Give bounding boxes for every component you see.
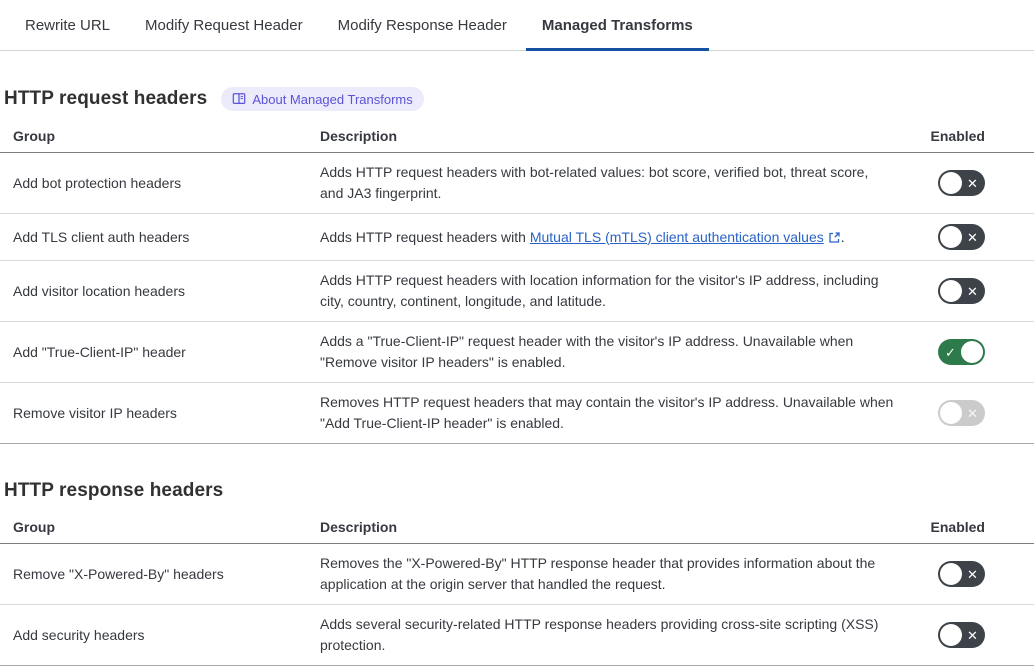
table-row — [0, 544, 1034, 605]
enabled-cell — [905, 400, 1034, 426]
request-headers-section — [0, 87, 1034, 444]
toggle-off[interactable] — [938, 170, 985, 196]
response-headers-table — [0, 515, 1034, 666]
toggle-off[interactable] — [938, 278, 985, 304]
tab-modify-response-header[interactable]: Modify Response Header — [337, 16, 507, 34]
description-cell: Adds HTTP request headers with bot-related values: bot score, verified bot, threat score, and JA3 fingerprint. — [320, 164, 869, 201]
mtls-doc-link[interactable]: Mutual TLS (mTLS) client authentication values — [529, 228, 824, 245]
toggle-disabled — [938, 400, 985, 426]
group-cell — [0, 175, 320, 191]
toggle-state-icon: ✕ — [967, 175, 978, 191]
column-header-enabled: Enabled — [930, 519, 985, 535]
toggle-state-icon: ✕ — [967, 405, 978, 421]
table-header-row — [0, 124, 1034, 153]
toggle-knob — [940, 402, 962, 424]
toggle-state-icon: ✓ — [945, 344, 956, 360]
enabled-cell — [905, 339, 1034, 365]
tab-managed-transforms[interactable]: Managed Transforms — [526, 0, 709, 50]
group-label: Add TLS client auth headers — [13, 229, 190, 245]
request-headers-title: HTTP request headers — [4, 88, 208, 109]
group-cell — [0, 229, 320, 245]
group-label: Add bot protection headers — [13, 175, 182, 191]
table-header-row — [0, 515, 1034, 544]
group-cell — [0, 405, 320, 421]
description-cell: Removes HTTP request headers that may contain the visitor's IP address. Unavailable when "Add True-Client-IP header" is enabled. — [320, 394, 894, 431]
enabled-cell — [905, 224, 1034, 250]
toggle-state-icon: ✕ — [967, 566, 978, 582]
group-cell — [0, 627, 320, 643]
toggle-state-icon: ✕ — [967, 229, 978, 245]
enabled-cell — [905, 622, 1034, 648]
toggle-off[interactable] — [938, 622, 985, 648]
column-header-group: Group — [13, 519, 55, 535]
group-label: Remove visitor IP headers — [13, 405, 177, 421]
toggle-state-icon: ✕ — [967, 627, 978, 643]
toggle-off[interactable] — [938, 561, 985, 587]
group-cell — [0, 566, 320, 582]
table-row — [0, 261, 1034, 322]
toggle-on[interactable] — [938, 339, 985, 365]
toggle-knob — [940, 624, 962, 646]
about-managed-transforms-link[interactable] — [221, 87, 423, 111]
group-cell — [0, 283, 320, 299]
book-icon — [232, 92, 246, 106]
group-label: Add security headers — [13, 627, 145, 643]
toggle-state-icon: ✕ — [967, 283, 978, 299]
table-row — [0, 383, 1034, 444]
toggle-knob — [940, 280, 962, 302]
column-header-description: Description — [320, 128, 398, 144]
response-headers-title: HTTP response headers — [4, 480, 224, 501]
group-label: Add "True-Client-IP" header — [13, 344, 186, 360]
description-cell: Adds HTTP request headers with location information for the visitor's IP address, including city, country, continent, longitude, and latitude. — [320, 272, 879, 309]
enabled-cell — [905, 561, 1034, 587]
table-row — [0, 605, 1034, 666]
toggle-off[interactable] — [938, 224, 985, 250]
column-header-description: Description — [320, 519, 398, 535]
response-headers-section — [0, 480, 1034, 666]
description-cell: Adds HTTP request headers with Mutual TLS (mTLS) client authentication values . — [320, 228, 845, 245]
tab-rewrite-url[interactable]: Rewrite URL — [25, 16, 111, 34]
tab-bar — [0, 0, 1034, 51]
enabled-cell — [905, 278, 1034, 304]
request-headers-table — [0, 124, 1034, 444]
column-header-enabled: Enabled — [930, 128, 985, 144]
toggle-knob — [940, 172, 962, 194]
table-row — [0, 322, 1034, 383]
external-link-icon — [828, 231, 841, 244]
description-cell: Adds a "True-Client-IP" request header with the visitor's IP address. Unavailable when "Remove visitor IP headers" is enabled. — [320, 333, 854, 370]
column-header-group: Group — [13, 128, 55, 144]
description-cell: Removes the "X-Powered-By" HTTP response header that provides information about the application at the origin server that handled the request. — [320, 555, 876, 592]
group-label: Add visitor location headers — [13, 283, 185, 299]
toggle-knob — [940, 563, 962, 585]
group-cell — [0, 344, 320, 360]
group-label: Remove "X-Powered-By" headers — [13, 566, 224, 582]
tab-modify-request-header[interactable]: Modify Request Header — [145, 16, 303, 34]
enabled-cell — [905, 170, 1034, 196]
toggle-knob — [961, 341, 983, 363]
toggle-knob — [940, 226, 962, 248]
table-row — [0, 153, 1034, 214]
table-row — [0, 214, 1034, 261]
description-cell: Adds several security-related HTTP response headers providing cross-site scripting (XSS) protection. — [320, 616, 879, 653]
badge-label: About Managed Transforms — [252, 91, 413, 107]
